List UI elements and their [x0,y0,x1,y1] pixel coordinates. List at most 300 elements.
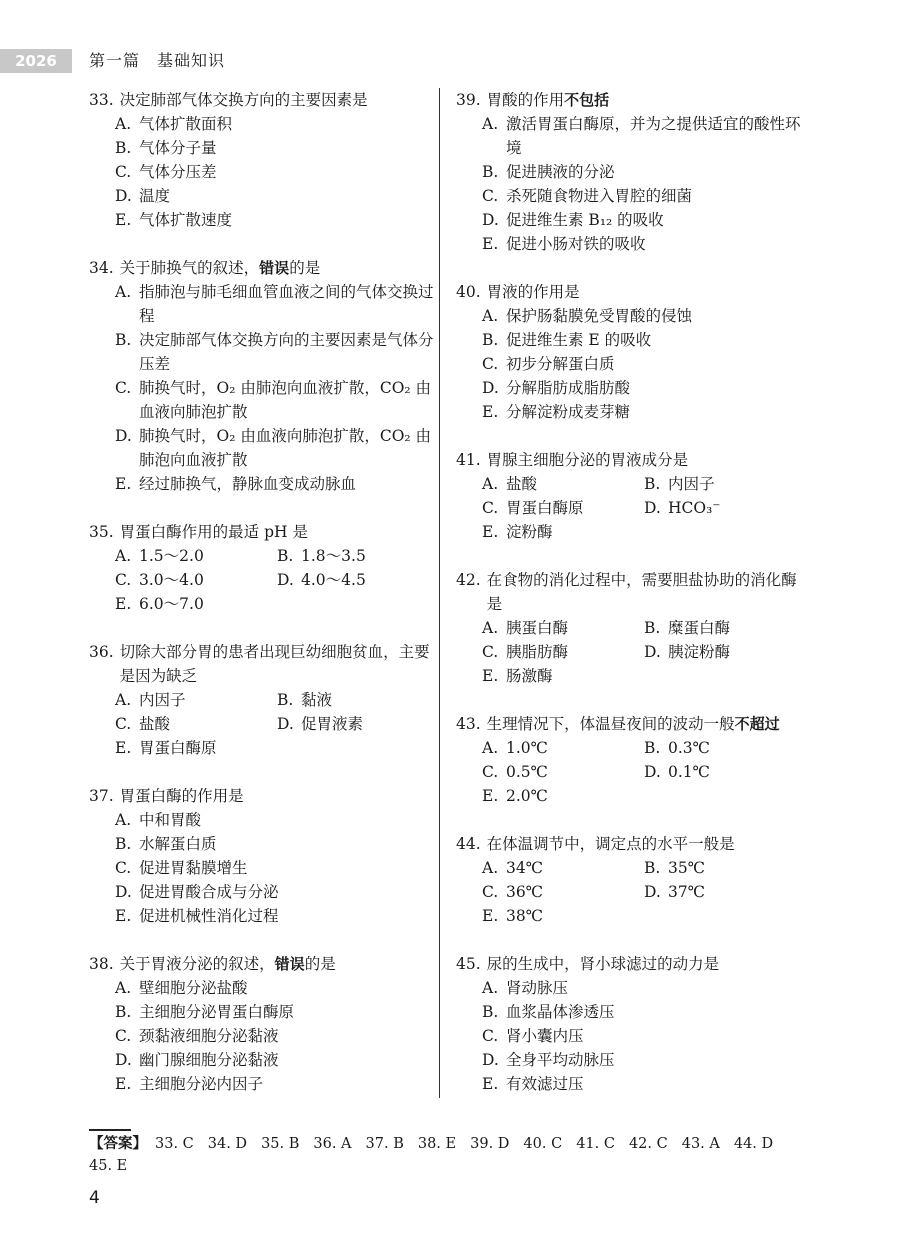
answer-item: 35. B [261,1136,300,1152]
option-text: 0.5℃ [506,763,548,781]
option-list [456,856,810,928]
option-letter: A. [482,979,499,997]
option-text: 促胃液素 [301,715,364,733]
option-text: 35℃ [668,859,706,877]
option [115,568,277,592]
question-stem [456,832,810,856]
option-text: 胃蛋白酶原 [139,739,217,757]
option [482,208,810,232]
option-text: 气体扩散速度 [139,211,233,229]
option [644,760,806,784]
option-letter: C. [115,715,132,733]
option-text: HCO₃⁻ [668,499,721,517]
question-stem [89,784,434,808]
option-text: 黏液 [301,691,333,709]
question-text [120,640,434,688]
option [277,568,439,592]
question-text [487,952,810,976]
question-text [487,88,810,112]
question-stem-text: 生理情况下，体温昼夜间的波动一般 [486,715,735,733]
question-number: 45. [456,955,481,973]
option-letter: D. [644,643,661,661]
question-text [487,712,810,736]
option-letter: E. [115,907,132,925]
option [482,856,644,880]
question-stem [456,448,810,472]
question-stem-text: 决定肺部气体交换方向的主要因素是 [119,91,368,109]
option [115,328,434,376]
option [644,496,806,520]
option-text: 中和胃酸 [139,811,202,829]
option-text: 促进小肠对铁的吸收 [506,235,646,253]
answer-item: 38. E [417,1136,457,1152]
option-list [456,304,810,424]
option-text: 1.0℃ [506,739,548,757]
question [89,520,434,616]
question-text [120,784,434,808]
option-list [456,616,810,688]
question-text [487,832,810,856]
question-text [487,448,810,472]
option-letter: D. [644,499,661,517]
option-text: 促进机械性消化过程 [139,907,279,925]
option [482,1072,810,1096]
option [115,1072,434,1096]
option-list [89,280,434,496]
answer-key [89,1133,809,1177]
option-text: 34℃ [506,859,544,877]
option [115,112,434,136]
option-text: 肺换气时，O₂ 由肺泡向血液扩散，CO₂ 由血液向肺泡扩散 [139,379,432,421]
option-letter: A. [482,859,499,877]
option-letter: C. [482,187,499,205]
option [482,352,810,376]
option-text: 气体扩散面积 [139,115,233,133]
option-text: 促进维生素 B₁₂ 的吸收 [506,211,664,229]
question [89,640,434,760]
question-stem-text: 尿的生成中，肾小球滤过的动力是 [486,955,720,973]
question-text [120,952,434,976]
option-letter: C. [482,643,499,661]
option [115,136,434,160]
option-letter: D. [115,883,132,901]
question-number: 38. [89,955,114,973]
question-stem-text: 胃蛋白酶作用的最适 pH 是 [119,523,308,541]
option-text: 杀死随食物进入胃腔的细菌 [506,187,693,205]
option-list [89,976,434,1096]
option [482,664,644,688]
option-text: 指肺泡与肺毛细血管血液之间的气体交换过程 [139,283,434,325]
option [644,856,806,880]
question-stem [456,88,810,112]
option-letter: B. [115,331,132,349]
question-stem-text: 胃酸的作用 [486,91,565,109]
option [644,880,806,904]
option-text: 主细胞分泌胃蛋白酶原 [139,1003,295,1021]
option-text: 6.0～7.0 [139,595,204,613]
question-number: 34. [89,259,114,277]
option-text: 内因子 [668,475,715,493]
option [482,1000,810,1024]
option-letter: E. [482,1075,499,1093]
question [89,784,434,928]
option-list [89,808,434,928]
question-stem [456,712,810,736]
question [89,88,434,232]
answer-item: 45. E [89,1158,128,1174]
option-letter: B. [644,859,661,877]
question-stem-text: 胃蛋白酶的作用是 [119,787,244,805]
question-stem-suffix: 的是 [289,259,321,277]
question-text [120,520,434,544]
question [456,448,810,544]
answer-item: 40. C [523,1136,563,1152]
option [277,544,439,568]
option [482,1048,810,1072]
option-letter: E. [115,475,132,493]
option-letter: A. [115,115,132,133]
option-letter: B. [115,139,132,157]
question-text [120,88,434,112]
answer-item: 33. C [155,1136,194,1152]
option-text: 胃蛋白酶原 [506,499,584,517]
option-text: 水解蛋白质 [139,835,217,853]
option-letter: A. [115,691,132,709]
option-text: 促进胰液的分泌 [506,163,615,181]
option-text: 淀粉酶 [506,523,553,541]
option-text: 3.0～4.0 [139,571,204,589]
option [115,712,277,736]
answer-item: 41. C [576,1136,615,1152]
option-text: 全身平均动脉压 [506,1051,615,1069]
option-text: 分解淀粉成麦芽糖 [506,403,631,421]
option-text: 幽门腺细胞分泌黏液 [139,1051,279,1069]
question-number: 37. [89,787,114,805]
option-text: 1.5～2.0 [139,547,204,565]
question-stem-text: 胃液的作用是 [486,283,580,301]
option-letter: B. [115,835,132,853]
option-letter: C. [482,883,499,901]
option-letter: B. [644,739,661,757]
option [115,184,434,208]
option-text: 气体分压差 [139,163,217,181]
question-number: 43. [456,715,481,733]
option [115,208,434,232]
question-number: 33. [89,91,114,109]
option-letter: A. [482,115,499,133]
question-stem [89,952,434,976]
option [482,520,644,544]
answer-item: 37. B [365,1136,404,1152]
option [644,640,806,664]
option [115,472,434,496]
option-letter: D. [115,187,132,205]
option-text: 4.0～4.5 [301,571,366,589]
option [482,640,644,664]
option-text: 38℃ [506,907,544,925]
option-letter: B. [277,691,294,709]
option-letter: C. [115,379,132,397]
option-text: 激活胃蛋白酶原，并为之提供适宜的酸性环境 [506,115,801,157]
option [115,904,434,928]
question-emphasis: 错误 [259,259,290,277]
option [115,376,434,424]
question [456,712,810,808]
option-list [456,472,810,544]
option [115,280,434,328]
option [115,736,277,760]
option [482,976,810,1000]
option-letter: C. [482,763,499,781]
option-letter: A. [115,811,132,829]
option [644,736,806,760]
option-letter: A. [482,307,499,325]
option-letter: E. [115,739,132,757]
option-text: 经过肺换气，静脉血变成动脉血 [139,475,357,493]
option [115,856,434,880]
option-text: 壁细胞分泌盐酸 [139,979,248,997]
question-stem-text: 胃腺主细胞分泌的胃液成分是 [486,451,689,469]
option [482,904,644,928]
question-stem [89,88,434,112]
option [277,712,439,736]
question-stem [456,568,810,616]
option [482,496,644,520]
option-list [89,112,434,232]
option-letter: B. [482,163,499,181]
option-letter: E. [115,211,132,229]
option [482,232,810,256]
question [456,88,810,256]
option-letter: D. [115,427,132,445]
option-text: 肾动脉压 [506,979,569,997]
option-text: 肠激酶 [506,667,553,685]
option-letter: E. [482,787,499,805]
question-emphasis: 不包括 [564,91,610,109]
option-letter: C. [482,1027,499,1045]
option-letter: C. [482,499,499,517]
option [115,592,277,616]
option [482,1024,810,1048]
option [482,160,810,184]
question-stem-text: 关于胃液分泌的叙述， [119,955,275,973]
option [482,328,810,352]
option-letter: B. [482,1003,499,1021]
option-list [89,544,434,616]
option-letter: D. [277,715,294,733]
option [482,112,810,160]
question-number: 42. [456,571,481,589]
option-letter: E. [115,595,132,613]
option-letter: A. [482,739,499,757]
question-stem-text: 在体温调节中，调定点的水平一般是 [486,835,735,853]
question-number: 36. [89,643,114,661]
option-text: 0.3℃ [668,739,710,757]
option-letter: C. [115,571,132,589]
year-badge: 2026 [0,49,72,73]
option-text: 2.0℃ [506,787,548,805]
question-text [487,280,810,304]
answer-rule [89,1129,131,1131]
page-header [0,49,900,73]
option-letter: D. [482,211,499,229]
option-text: 促进胃酸合成与分泌 [139,883,279,901]
option-text: 37℃ [668,883,706,901]
option-text: 有效滤过压 [506,1075,584,1093]
question-text [487,568,810,616]
option [644,616,806,640]
option-letter: E. [482,523,499,541]
option-letter: E. [482,907,499,925]
option-letter: A. [482,475,499,493]
option [277,688,439,712]
option-text: 内因子 [139,691,186,709]
column-divider [439,88,440,1098]
option-text: 促进维生素 E 的吸收 [506,331,652,349]
option-text: 1.8～3.5 [301,547,366,565]
option-list [456,976,810,1096]
option-letter: A. [115,283,132,301]
option-text: 肺换气时，O₂ 由血液向肺泡扩散，CO₂ 由肺泡向血液扩散 [139,427,432,469]
option-text: 胰脂肪酶 [506,643,569,661]
answer-item: 39. D [470,1136,510,1152]
question-number: 35. [89,523,114,541]
option [115,832,434,856]
question-stem [456,952,810,976]
option-text: 温度 [139,187,171,205]
option-letter: E. [482,667,499,685]
question [89,256,434,496]
option-letter: B. [482,331,499,349]
option-letter: B. [115,1003,132,1021]
option-text: 血浆晶体渗透压 [506,1003,615,1021]
option-text: 初步分解蛋白质 [506,355,615,373]
option [482,760,644,784]
question-number: 40. [456,283,481,301]
option [115,976,434,1000]
question-emphasis: 错误 [274,955,305,973]
option [115,688,277,712]
option-letter: C. [115,1027,132,1045]
section-title: 第一篇 基础知识 [89,51,226,70]
option-letter: E. [482,235,499,253]
option-text: 0.1℃ [668,763,710,781]
option [115,424,434,472]
option [115,544,277,568]
option-text: 盐酸 [506,475,538,493]
question [89,952,434,1096]
answer-item: 44. D [733,1136,774,1152]
option [115,160,434,184]
answer-item: 42. C [628,1136,668,1152]
option-text: 盐酸 [139,715,171,733]
option-text: 颈黏液细胞分泌黏液 [139,1027,279,1045]
option-text: 保护肠黏膜免受胃酸的侵蚀 [506,307,693,325]
option-letter: A. [115,547,132,565]
left-column [89,88,434,1120]
option-letter: D. [482,379,499,397]
option [482,880,644,904]
question-stem-suffix: 的是 [304,955,336,973]
option-text: 糜蛋白酶 [668,619,731,637]
page-number: 4 [89,1188,100,1208]
option [482,184,810,208]
option [482,376,810,400]
option-text: 气体分子量 [139,139,217,157]
option-letter: E. [482,403,499,421]
question-emphasis: 不超过 [734,715,780,733]
option [115,1000,434,1024]
question [456,952,810,1096]
question-stem [89,640,434,688]
option-text: 促进胃黏膜增生 [139,859,248,877]
option [115,1024,434,1048]
answer-item: 36. A [313,1136,352,1152]
option-text: 分解脂肪成脂肪酸 [506,379,631,397]
answer-items [89,1136,787,1174]
option-text: 36℃ [506,883,544,901]
option [644,472,806,496]
question-stem-text: 关于肺换气的叙述， [119,259,260,277]
option [115,808,434,832]
option-letter: D. [482,1051,499,1069]
question-number: 44. [456,835,481,853]
option-letter: C. [115,163,132,181]
question-number: 41. [456,451,481,469]
option-letter: C. [482,355,499,373]
option [482,400,810,424]
option-text: 主细胞分泌内因子 [139,1075,264,1093]
option-letter: D. [644,763,661,781]
option [482,736,644,760]
option-text: 胰蛋白酶 [506,619,569,637]
answer-item: 43. A [681,1136,720,1152]
option-letter: B. [644,475,661,493]
option [482,304,810,328]
option [115,1048,434,1072]
option-text: 胰淀粉酶 [668,643,731,661]
option [482,472,644,496]
option-list [89,688,434,760]
right-column [456,88,810,1120]
option-text: 肾小囊内压 [506,1027,584,1045]
question-stem [89,256,434,280]
option-letter: E. [115,1075,132,1093]
question [456,832,810,928]
option-letter: D. [277,571,294,589]
option [482,784,644,808]
option [482,616,644,640]
option-letter: B. [277,547,294,565]
question-stem [89,520,434,544]
question [456,280,810,424]
question [456,568,810,688]
option-text: 决定肺部气体交换方向的主要因素是气体分压差 [139,331,434,373]
option-letter: A. [115,979,132,997]
option-letter: B. [644,619,661,637]
option-list [456,112,810,256]
option-list [456,736,810,808]
option-letter: D. [115,1051,132,1069]
question-stem [456,280,810,304]
option-letter: D. [644,883,661,901]
question-stem-text: 切除大部分胃的患者出现巨幼细胞贫血，主要是因为缺乏 [119,643,430,685]
question-stem-text: 在食物的消化过程中，需要胆盐协助的消化酶是 [486,571,797,613]
option-letter: C. [115,859,132,877]
answer-item: 34. D [207,1136,248,1152]
option-letter: A. [482,619,499,637]
question-number: 39. [456,91,481,109]
